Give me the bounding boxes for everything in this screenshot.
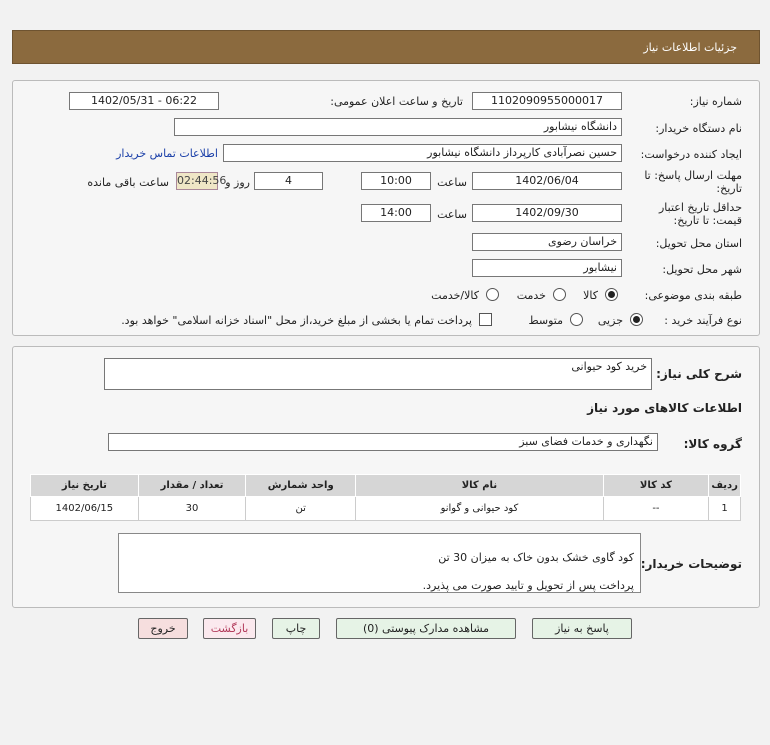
category-both-radio[interactable] <box>486 288 499 301</box>
buyer-org-label: نام دستگاه خریدار: <box>655 122 742 135</box>
cell-date: 1402/06/15 <box>31 497 139 521</box>
announce-label: تاریخ و ساعت اعلان عمومی: <box>330 95 463 108</box>
days-label: روز و <box>225 176 250 189</box>
col-name: نام کالا <box>356 475 604 497</box>
process-small-label: جزیی <box>597 314 623 327</box>
deadline-label-2: تاریخ: <box>716 182 742 195</box>
category-goods-label: کالا <box>583 289 598 302</box>
col-code: کد کالا <box>603 475 708 497</box>
validity-label-1: حداقل تاریخ اعتبار <box>658 201 742 214</box>
city-field: نیشابور <box>472 259 622 277</box>
goods-table-header <box>31 475 741 497</box>
cell-row: 1 <box>709 497 741 521</box>
buyer-notes-line-1: کود گاوی خشک بدون خاک به میزان 30 تن <box>438 551 634 564</box>
cell-qty: 30 <box>138 497 246 521</box>
category-service-label: خدمت <box>516 289 546 302</box>
goods-group-field: نگهداری و خدمات فضای سبز <box>108 433 658 451</box>
description-label: شرح کلی نیاز: <box>656 367 742 381</box>
province-field: خراسان رضوی <box>472 233 622 251</box>
process-medium-label: متوسط <box>528 314 563 327</box>
validity-time-label: ساعت <box>437 208 467 221</box>
category-label: طبقه بندی موضوعی: <box>644 289 742 302</box>
treasury-checkbox[interactable] <box>479 313 492 326</box>
validity-time-field: 14:00 <box>361 204 431 222</box>
announce-field: 1402/05/31 - 06:22 <box>69 92 219 110</box>
city-label: شهر محل تحویل: <box>662 263 742 276</box>
remaining-label: ساعت باقی مانده <box>87 176 169 189</box>
buyer-org-field: دانشگاه نیشابور <box>174 118 622 136</box>
requester-label: ایجاد کننده درخواست: <box>640 148 742 161</box>
cell-unit: تن <box>246 497 356 521</box>
col-qty: تعداد / مقدار <box>138 475 246 497</box>
deadline-label-1: مهلت ارسال پاسخ: تا <box>644 169 742 182</box>
process-small-radio[interactable] <box>630 313 643 326</box>
page-header <box>12 30 760 64</box>
buyer-notes-label: توضیحات خریدار: <box>640 557 742 571</box>
cell-code: -- <box>603 497 708 521</box>
description-field: خرید کود حیوانی <box>104 358 652 390</box>
cell-name: کود حیوانی و گوانو <box>356 497 604 521</box>
province-label: استان محل تحویل: <box>655 237 742 250</box>
process-medium-radio[interactable] <box>570 313 583 326</box>
buyer-notes-field <box>118 533 641 593</box>
buyer-notes-line-2: پرداخت پس از تحویل و تایید صورت می پذیرد. <box>422 579 634 592</box>
category-service-radio[interactable] <box>553 288 566 301</box>
category-goods-radio[interactable] <box>605 288 618 301</box>
validity-date-field: 1402/09/30 <box>472 204 622 222</box>
col-unit: واحد شمارش <box>246 475 356 497</box>
deadline-time-field: 10:00 <box>361 172 431 190</box>
deadline-time-label: ساعت <box>437 176 467 189</box>
process-label: نوع فرآیند خرید : <box>664 314 742 327</box>
col-date: تاریخ نیاز <box>31 475 139 497</box>
goods-table <box>30 474 741 521</box>
back-button[interactable]: بازگشت <box>203 618 256 639</box>
deadline-date-field: 1402/06/04 <box>472 172 622 190</box>
attachments-button[interactable]: مشاهده مدارک پیوستی (0) <box>336 618 516 639</box>
requester-field: حسین نصرآبادی کارپرداز دانشگاه نیشابور <box>223 144 622 162</box>
need-number-label: شماره نیاز: <box>689 95 742 108</box>
need-number-field: 1102090955000017 <box>472 92 622 110</box>
payment-note: پرداخت تمام یا بخشی از مبلغ خرید،از محل "اسناد خزانه اسلامی" خواهد بود. <box>121 314 472 327</box>
contact-buyer-link[interactable]: اطلاعات تماس خریدار <box>116 147 218 160</box>
page-title: جزئیات اطلاعات نیاز <box>643 41 737 54</box>
category-both-label: کالا/خدمت <box>431 289 479 302</box>
exit-button[interactable]: خروج <box>138 618 188 639</box>
days-field: 4 <box>254 172 323 190</box>
remaining-timer: 02:44:56 <box>176 172 218 190</box>
validity-label-2: قیمت: تا تاریخ: <box>673 214 742 227</box>
print-button[interactable]: چاپ <box>272 618 320 639</box>
goods-group-label: گروه کالا: <box>683 437 742 451</box>
col-row: ردیف <box>709 475 741 497</box>
reply-button[interactable]: پاسخ به نیاز <box>532 618 632 639</box>
table-row <box>31 497 741 521</box>
goods-section-title: اطلاعات کالاهای مورد نیاز <box>587 401 742 415</box>
